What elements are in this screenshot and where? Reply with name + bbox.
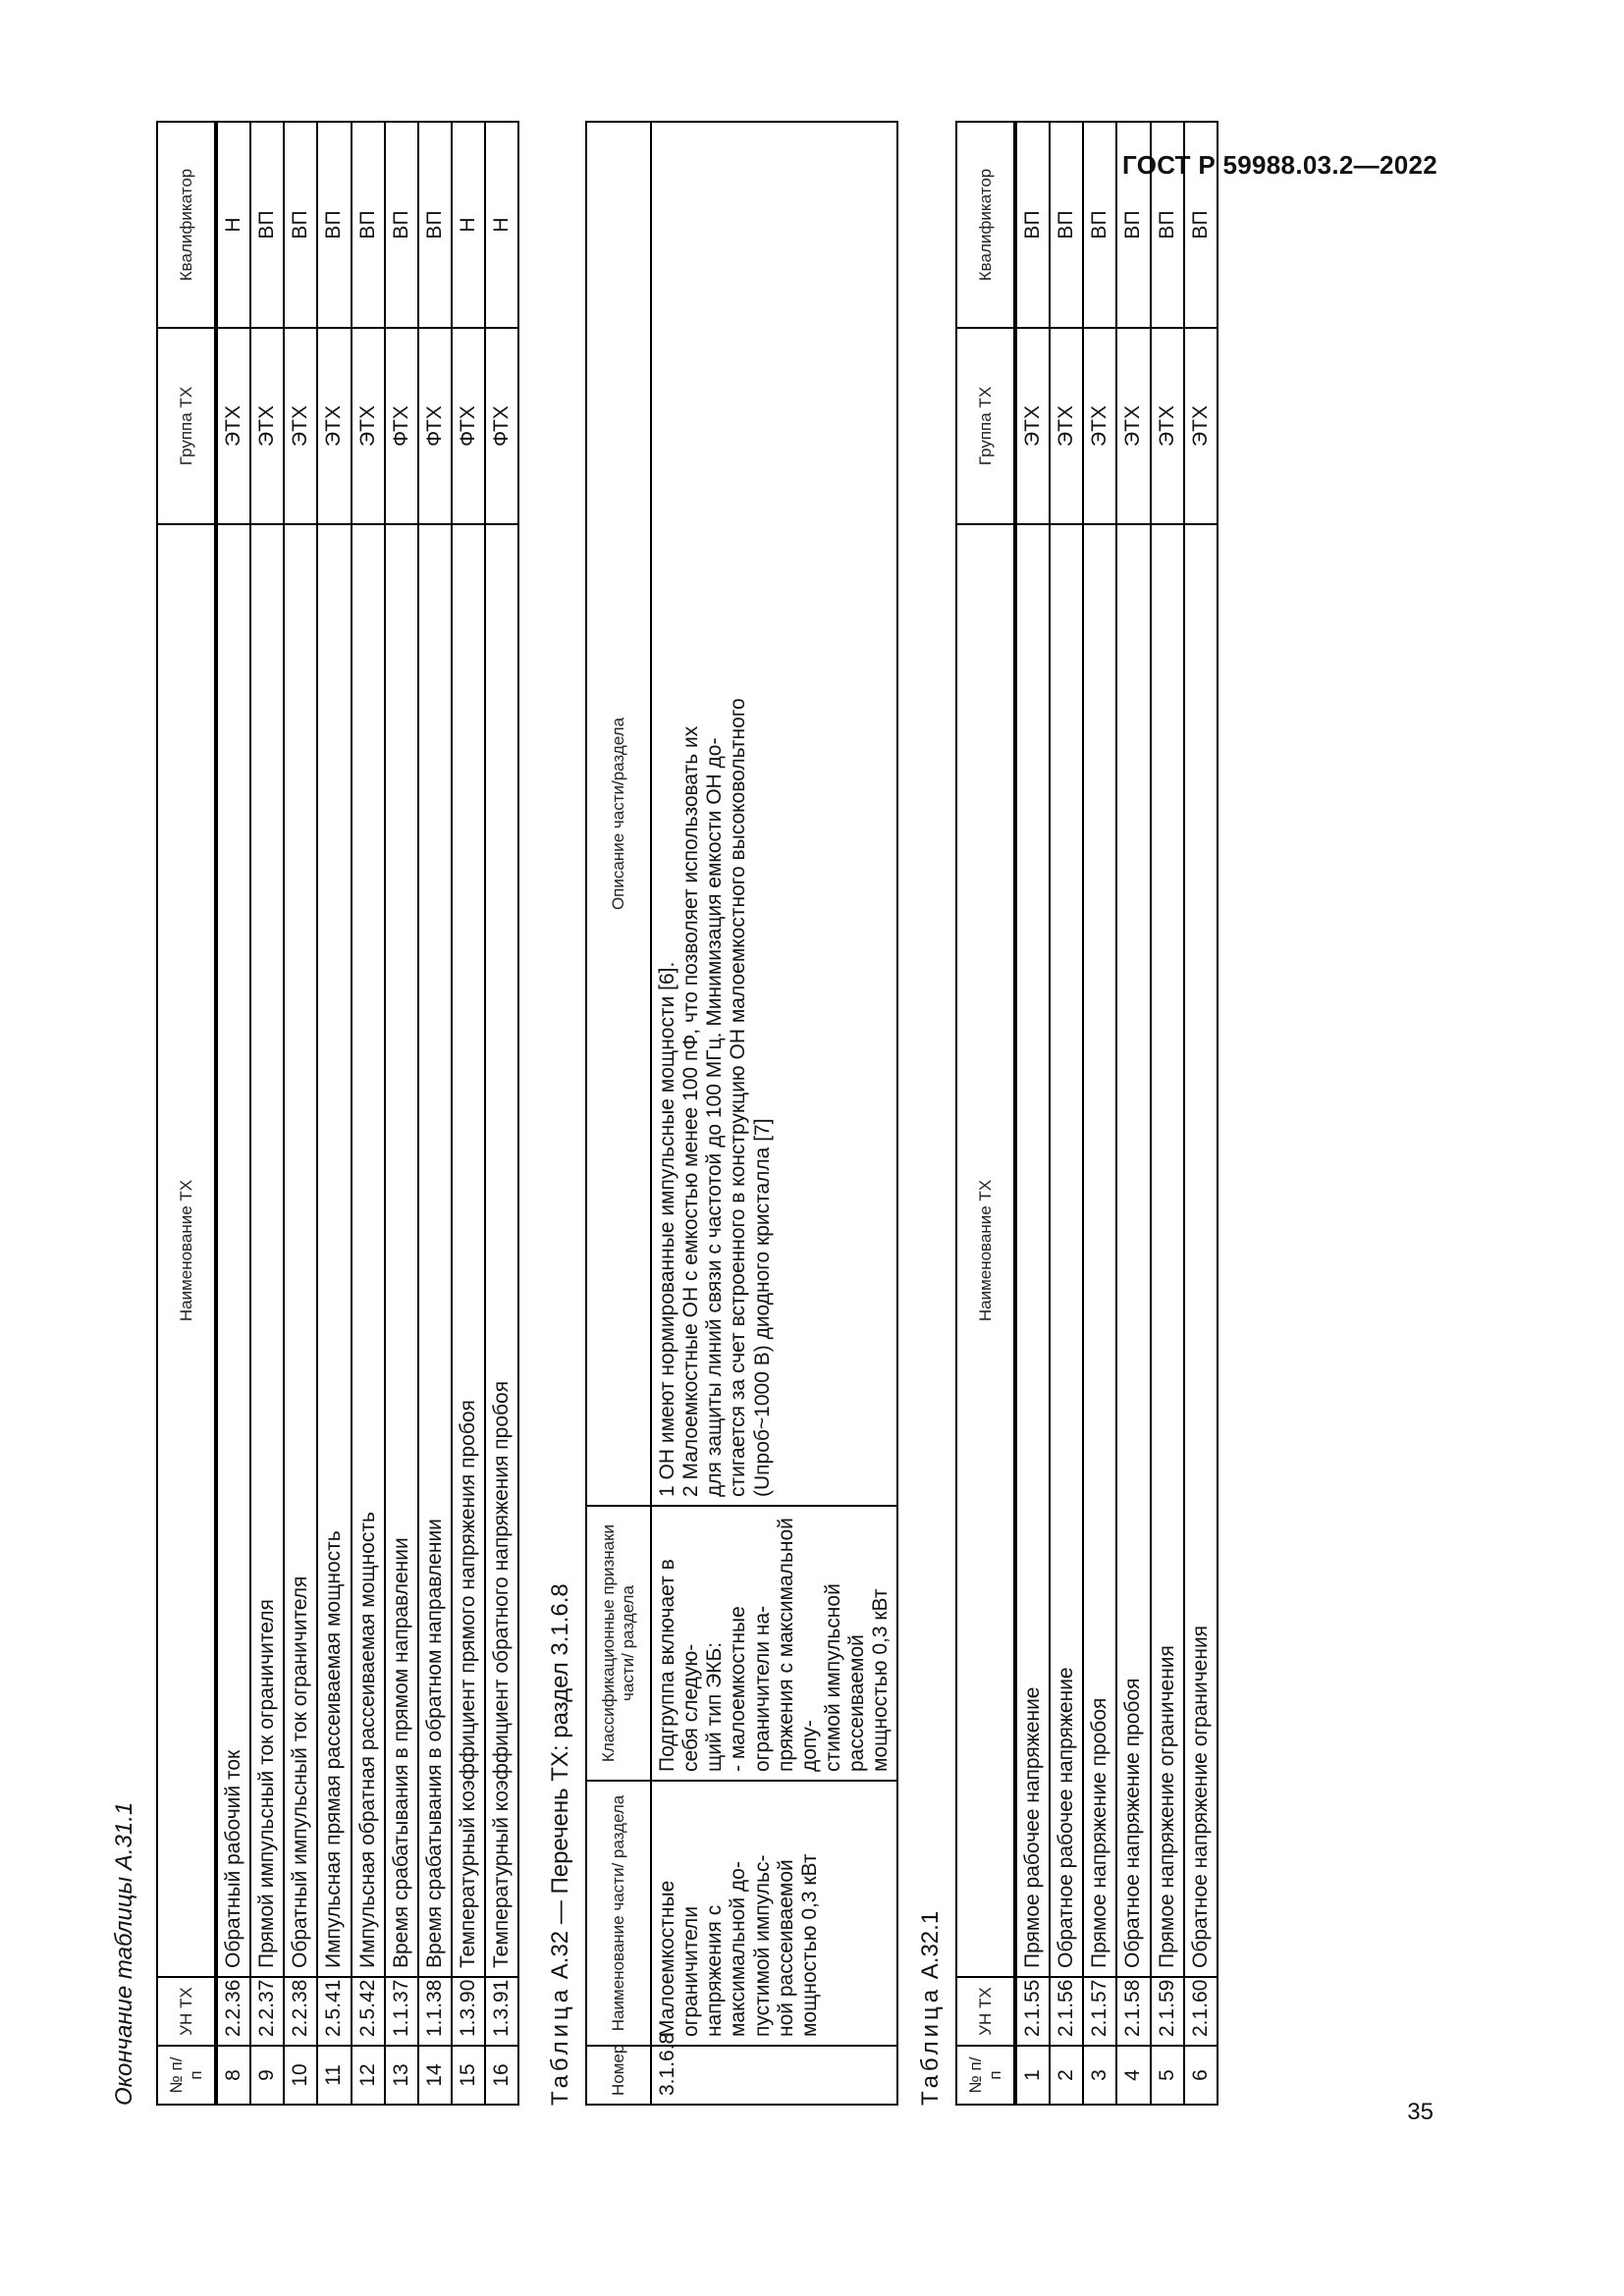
cell-index: 4: [1116, 2046, 1150, 2105]
cell-name: Обратное рабочее напряжение: [1050, 524, 1083, 1977]
cell-code: 2.5.41: [317, 1977, 351, 2046]
cell-line: пряжения с максимальной допу-: [774, 1518, 821, 1772]
cell-name: Импульсная прямая рассеиваемая мощность: [317, 524, 351, 1977]
caption-rest: А.32.1: [917, 1910, 944, 1986]
cell-features: [651, 1506, 897, 1781]
cell-index: 5: [1151, 2046, 1184, 2105]
caption-word: Таблица: [917, 1985, 944, 2106]
cell-group: ЭТХ: [317, 328, 351, 524]
table-header-row: [586, 122, 651, 2105]
col-header-description: Описание части/раздела: [586, 122, 651, 1506]
table-row: [452, 122, 485, 2105]
cell-group: ФТХ: [485, 328, 518, 524]
cell-name: Обратный импульсный ток ограничителя: [284, 524, 317, 1977]
cell-number: 3.1.6.8: [651, 2046, 897, 2105]
cell-group: ЭТХ: [284, 328, 317, 524]
table-row: [1184, 122, 1218, 2105]
cell-index: 10: [284, 2046, 317, 2105]
cell-name: Прямое напряжение пробоя: [1083, 524, 1116, 1977]
cell-line: щий тип ЭКБ:: [703, 1641, 727, 1772]
cell-group: ФТХ: [452, 328, 485, 524]
cell-qualifier: ВП: [352, 122, 385, 328]
cell-qualifier: ВП: [250, 122, 284, 328]
cell-code: 2.1.58: [1116, 1977, 1150, 2046]
cell-code: 2.2.37: [250, 1977, 284, 2046]
table-header-row: [157, 122, 216, 2105]
caption-rest: А.32 — Перечень ТХ: раздел 3.1.6.8: [547, 1583, 573, 1986]
cell-group: ФТХ: [385, 328, 418, 524]
cell-qualifier: ВП: [385, 122, 418, 328]
cell-description: [651, 122, 897, 1506]
cell-group: ЭТХ: [352, 328, 385, 524]
cell-group: ЭТХ: [1116, 328, 1150, 524]
col-header-qualifier: Квалификатор: [157, 122, 216, 328]
cell-line: - малоемкостные ограничители на-: [727, 1605, 774, 1772]
cell-code: 2.1.57: [1083, 1977, 1116, 2046]
col-header-name: Наименование части/ раздела: [586, 1781, 651, 2046]
cell-group: ЭТХ: [1083, 328, 1116, 524]
cell-name: Обратное напряжение пробоя: [1116, 524, 1150, 1977]
cell-line: Подгруппа включает в себя следую-: [656, 1559, 703, 1772]
cell-code: 1.3.90: [452, 1977, 485, 2046]
cell-line: стигается за счет встроенного в конструкцию ОН малоемкостного высоковольтного: [727, 698, 750, 1497]
cell-group: ЭТХ: [1151, 328, 1184, 524]
col-header-code: УН ТХ: [956, 1977, 1015, 2046]
cell-index: 2: [1050, 2046, 1083, 2105]
table-row: [1116, 122, 1150, 2105]
cell-index: 1: [1015, 2046, 1050, 2105]
cell-name: [651, 1781, 897, 2046]
table-row: [1050, 122, 1083, 2105]
cell-index: 3: [1083, 2046, 1116, 2105]
cell-index: 12: [352, 2046, 385, 2105]
cell-index: 13: [385, 2046, 418, 2105]
cell-group: ФТХ: [418, 328, 452, 524]
table-a32: [585, 121, 898, 2106]
col-header-index: № п/п: [157, 2046, 216, 2105]
table-header-row: [956, 122, 1015, 2105]
cell-qualifier: ВП: [1184, 122, 1218, 328]
table-row: [352, 122, 385, 2105]
cell-group: ЭТХ: [1184, 328, 1218, 524]
cell-name: Время срабатывания в обратном направлении: [418, 524, 452, 1977]
col-header-code: УН ТХ: [157, 1977, 216, 2046]
continuation-table: [156, 121, 519, 2106]
page-number: 35: [1407, 2099, 1434, 2125]
cell-qualifier: ВП: [1083, 122, 1116, 328]
cell-index: 11: [317, 2046, 351, 2105]
table-row: [284, 122, 317, 2105]
cell-group: ЭТХ: [216, 328, 250, 524]
cell-name: Обратный рабочий ток: [216, 524, 250, 1977]
cell-qualifier: Н: [216, 122, 250, 328]
cell-line: ограничители: [679, 1905, 703, 2037]
cell-code: 2.1.55: [1015, 1977, 1050, 2046]
cell-code: 2.1.59: [1151, 1977, 1184, 2046]
cell-line: пустимой импульс-: [750, 1854, 774, 2037]
continuation-caption: Окончание таблицы А.31.1: [111, 1801, 137, 2106]
table-row: [1015, 122, 1050, 2105]
col-header-name: Наименование ТХ: [956, 524, 1015, 1977]
cell-group: ЭТХ: [1015, 328, 1050, 524]
cell-qualifier: Н: [485, 122, 518, 328]
cell-code: 2.1.56: [1050, 1977, 1083, 2046]
cell-code: 1.3.91: [485, 1977, 518, 2046]
cell-group: ЭТХ: [1050, 328, 1083, 524]
cell-name: Температурный коэффициент прямого напряжения пробоя: [452, 524, 485, 1977]
caption-word: Таблица: [547, 1985, 573, 2106]
cell-name: Прямое рабочее напряжение: [1015, 524, 1050, 1977]
cell-line: для защиты линий связи с частотой до 100 МГц. Минимизация емкости ОН до-: [703, 737, 727, 1497]
cell-line: Малоемкостные: [656, 1880, 678, 2037]
table-row: [485, 122, 518, 2105]
rotated-content: [111, 123, 1417, 2106]
col-header-features: Классификационные признаки части/ раздела: [586, 1506, 651, 1781]
table-a32-caption: [547, 1583, 574, 2106]
table-row: [385, 122, 418, 2105]
cell-line: мощностью 0,3 кВт: [869, 1588, 893, 1772]
cell-code: 1.1.38: [418, 1977, 452, 2046]
table-row: [1151, 122, 1184, 2105]
table-row: [317, 122, 351, 2105]
cell-index: 8: [216, 2046, 250, 2105]
cell-name: Время срабатывания в прямом направлении: [385, 524, 418, 1977]
table-row: [651, 122, 897, 2105]
cell-qualifier: ВП: [418, 122, 452, 328]
cell-index: 9: [250, 2046, 284, 2105]
cell-name: Прямое напряжение ограничения: [1151, 524, 1184, 1977]
cell-qualifier: ВП: [1151, 122, 1184, 328]
cell-index: 15: [452, 2046, 485, 2105]
table-a321-caption: [917, 1911, 945, 2106]
cell-qualifier: ВП: [317, 122, 351, 328]
cell-line: стимой импульсной рассеиваемой: [821, 1583, 869, 1772]
table-row: [1083, 122, 1116, 2105]
col-header-number: Номер: [586, 2046, 651, 2105]
cell-name: Обратное напряжение ограничения: [1184, 524, 1218, 1977]
cell-code: 1.1.37: [385, 1977, 418, 2046]
cell-name: Импульсная обратная рассеиваемая мощность: [352, 524, 385, 1977]
cell-name: Прямой импульсный ток ограничителя: [250, 524, 284, 1977]
cell-code: 2.1.60: [1184, 1977, 1218, 2046]
cell-qualifier: ВП: [1116, 122, 1150, 328]
cell-code: 2.5.42: [352, 1977, 385, 2046]
col-header-index: № п/п: [956, 2046, 1015, 2105]
cell-line: ной рассеиваемой: [774, 1859, 797, 2037]
document-code: ГОСТ Р 59988.03.2—2022: [1122, 150, 1437, 180]
cell-index: 14: [418, 2046, 452, 2105]
cell-qualifier: ВП: [1015, 122, 1050, 328]
cell-qualifier: Н: [452, 122, 485, 328]
table-row: [216, 122, 250, 2105]
cell-group: ЭТХ: [250, 328, 284, 524]
col-header-name: Наименование ТХ: [157, 524, 216, 1977]
cell-line: напряжения с: [703, 1904, 727, 2037]
cell-line: 2 Малоемкостные ОН с емкостью менее 100 пФ, что позволяет использовать их: [679, 725, 703, 1497]
cell-code: 2.2.36: [216, 1977, 250, 2046]
cell-line: максимальной до-: [727, 1861, 750, 2037]
cell-index: 6: [1184, 2046, 1218, 2105]
cell-qualifier: ВП: [1050, 122, 1083, 328]
cell-code: 2.2.38: [284, 1977, 317, 2046]
cell-qualifier: ВП: [284, 122, 317, 328]
col-header-group: Группа ТХ: [956, 328, 1015, 524]
table-row: [250, 122, 284, 2105]
table-row: [418, 122, 452, 2105]
cell-line: 1 ОН имеют нормированные импульсные мощности [6].: [656, 961, 678, 1497]
cell-index: 16: [485, 2046, 518, 2105]
cell-line: (Uпроб~1000 В) диодного кристалла [7]: [750, 1118, 774, 1497]
table-a32-1: [955, 121, 1218, 2106]
cell-name: Температурный коэффициент обратного напряжения пробоя: [485, 524, 518, 1977]
col-header-qualifier: Квалификатор: [956, 122, 1015, 328]
cell-line: мощностью 0,3 кВт: [797, 1853, 821, 2037]
col-header-group: Группа ТХ: [157, 328, 216, 524]
